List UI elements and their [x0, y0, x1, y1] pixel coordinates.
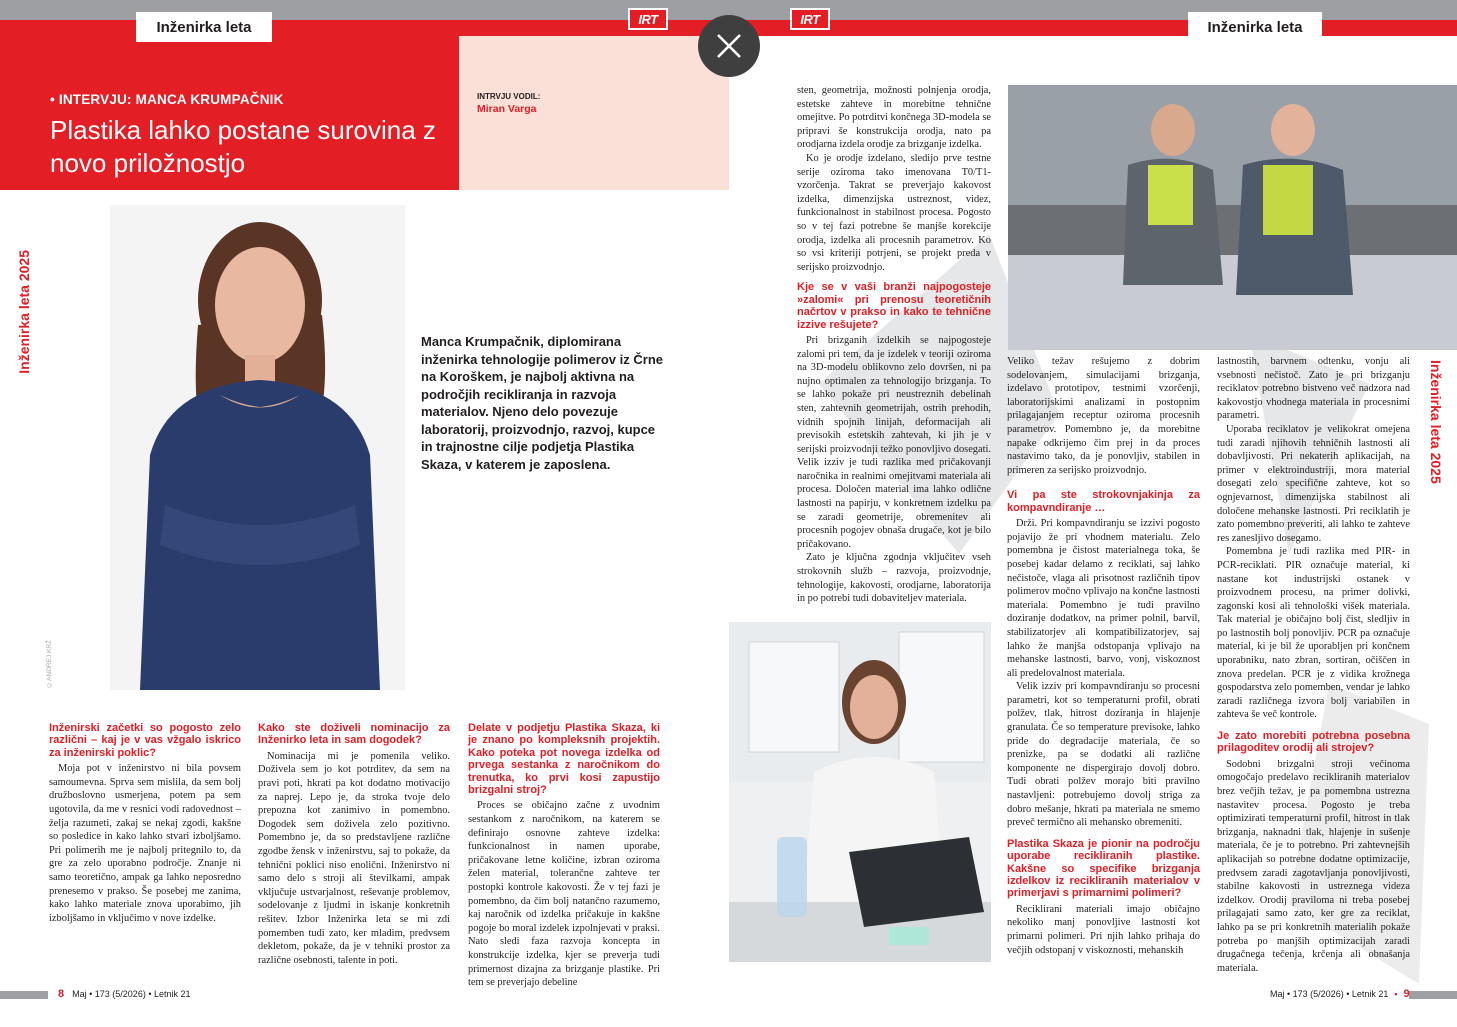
office-photo	[729, 622, 991, 962]
column-5	[1007, 355, 1200, 957]
portrait-photo	[110, 205, 405, 690]
column-1	[49, 722, 241, 925]
question-beginnings: Inženirski začetki so pogosto zelo različni – kaj je v vas vžgalo iskrico za inženirski poklic?	[49, 722, 241, 759]
right-header-white	[729, 36, 1457, 84]
footer-bar-right	[1409, 991, 1457, 999]
paragraph-testing: Ko je orodje izdelano, sledijo prve testne serije oziroma tako imenovana T0/T1-vzorčenja. Takrat se preverjajo kakovost izdelka, dimenzijska ustreznost, videz, funkcionalnost in stabilnost procesa. Pogosto so v tej fazi potrebne še manjše korekcije orodja, izdelka ali procesnih parametrov. Ko so vsi kriteriji potrjeni, se projekt preda v serijsko proizvodnjo.	[797, 152, 991, 273]
interviewer-label: INTRVJU VODIL:	[477, 92, 541, 101]
side-label-right: Inženirka leta 2025	[1428, 360, 1444, 484]
footer-right: Maj • 173 (5/2026) • Letnik 21 • 9	[1270, 988, 1410, 1000]
irt-logo-right: IRT	[790, 8, 830, 30]
side-label-left: Inženirka leta 2025	[16, 250, 32, 374]
close-icon	[716, 33, 742, 59]
paragraph-process-parameters: Velik izziv pri kompavndiranju so procesni parametri, kot so temperaturni profil, obrati polžev, tlak, hitrost doziranja in hlajenje granulata. Če so temperature previsoke, lahko pride do degradacije materiala, če so prenizke, pa se dodatki ali različne komponente ne dispergirajo dovolj dobro. Tudi obrati polžev morajo biti pravilno nastavljeni: potrebujemo dovolj striga za dobro mešanje, hkrati pa materiala ne smemo preveč termično ali mehansko obremeniti.	[1007, 681, 1200, 829]
question-challenges: Kje se v vaši branži najpogosteje »zalomi« pri prenosu teoretičnih načrtov v prakso in kako te tehnične izzive rešujete?	[797, 281, 991, 331]
irt-logo-left: IRT	[628, 8, 668, 30]
answer-adaptation: Sodobni brizgalni stroji večinoma omogočajo predelavo recikliranih materialov brez večjih težav, je pa pomembna ustrezna nastavitev procesa. Pogosto je treba optimizirati temperaturni profil, hitrost in tlak brizganja, naknadni tlak, hlajenje in sušenje materiala, če je to potrebno. Pri zahtevnejših aplikacijah so potrebne dodatne optimizacije, predvsem zaradi zagotavljanja ponovljivosti, stabilne kakovosti in ustreznega videza izdelkov. Orodij praviloma ni treba posebej prilagajati samo zato, ker gre za reciklat, lahko pa se pri konkretnih materialih pokaže potreba po manjših optimizacijah zaradi drugačnega tečenja, krčenja ali obnašanja materiala.	[1217, 758, 1410, 974]
question-adaptation: Je zato morebiti potrebna posebna prilagoditev orodij ali strojev?	[1217, 730, 1410, 755]
paragraph-integration: Zato je ključna zgodnja vključitev vseh strokovnih služb – razvoja, proizvodnje, tehnologije, kakovosti, orodjarne, laboratorija in po potrebi tudi dobaviteljev materiala.	[797, 552, 991, 605]
footer-left	[58, 988, 191, 1000]
page-number-left: 8	[58, 988, 65, 1000]
question-product-path: Delate v podjetju Plastika Skaza, ki je znano po kompleksnih projektih. Kako poteka pot novega izdelka od prvega sestanka z naročnikom do trenutka, ko prvi kosi zapustijo brizgalni stroj?	[468, 722, 660, 797]
header-tab-right: Inženirka leta	[1188, 12, 1322, 42]
page-number-right: 9	[1403, 988, 1410, 1000]
close-button[interactable]	[698, 15, 760, 77]
answer-recycled: Reciklirani materiali imajo običajno nekoliko manj ponovljive lastnosti kot primarni polimeri. Pri njih lahko prihaja do večjih odstopanj v viskoznosti, mehanskih	[1007, 903, 1200, 956]
factory-photo	[1008, 85, 1457, 350]
column-6	[1217, 355, 1410, 975]
paragraph-limits: Uporaba reciklatov je velikokrat omejena tudi zaradi njihovih tehničnih lastnosti ali dobavljivosti. Pri nekaterih aplikacijah, na primer v elektroindustriji, mora material dosegati zelo specifične zahteve, kot so ognjevarnost, dimenzijska stabilnost ali določene mehanske lastnosti. Pri reciklatih je zato pomembno preveriti, ali lahko te zahteve res zanesljivo dosegamo.	[1217, 423, 1410, 544]
footer-bar-left	[0, 991, 48, 999]
answer-compounding: Drži. Pri kompavndiranju se izzivi pogosto pojavijo že pri vhodnem materialu. Zelo pomembna je čistost materialnega toka, še posebej kadar delamo z reciklati, saj lahko nečistoče, vlaga ali prisotnost različnih tipov polimerov močno vplivajo na končne lastnosti materiala. Pomembno je tudi pravilno doziranje dodatkov, na primer polnil, barvil, stabilizatorjev ali kompatibilizatorjev, saj lahko že manjša odstopanja vplivajo na mehanske lastnosti, barvo, vonj, viskoznost ali predelovalnost materiala.	[1007, 518, 1200, 679]
interviewer-name: Miran Varga	[477, 103, 537, 115]
lead-paragraph: Manca Krumpačnik, diplomirana inženirka tehnologije polimerov iz Črne na Koroškem, je najbolj aktivna na področjih recikliranja in razvoja materialov. Njeno delo povezuje laboratorij, proizvodnjo, razvoj, kupce in trajnostne cilje podjetja Plastika Skaza, v katerem je zaposlena.	[421, 334, 663, 472]
answer-product-path: Proces se običajno začne z uvodnim sestankom z naročnikom, na katerem se definirajo osnovne zahteve izdelka: funkcionalnost in namen uporabe, pričakovane letne količine, izbran oziroma želen material, tolerančne zahteve ter postopki kontrole kakovosti. Že v tej fazi je pomembno, da čim bolj natančno razumemo, kaj naročnik od izdelka pričakuje in kakšne pogoje bo moral izdelek izpolnjevati v praksi. Nato sledi faza razvoja koncepta in konstrukcije izdelka, kjer se preverja tudi primernost dizajna za brizganje plastike. Pri tem se preverjajo debeline	[468, 800, 660, 989]
header-tab-left: Inženirka leta	[136, 12, 272, 42]
interview-label: • INTERVJU: MANCA KRUMPAČNIK	[50, 92, 284, 107]
article-title: Plastika lahko postane surovina z novo priložnostjo	[50, 115, 436, 178]
column-3	[468, 722, 660, 990]
paragraph-continued: sten, geometrija, možnosti polnjenja orodja, estetske zahteve in morebitne tehnične omejitve. Po potrditvi končnega 3D-modela se pripravi še konstrukcija orodja, nato pa orodjarna izdela orodje za brizganje izdelka.	[797, 85, 991, 151]
photo-credit: ©ANDREJ KRŽ	[46, 640, 53, 688]
column-4	[797, 84, 991, 606]
answer-beginnings: Moja pot v inženirstvo ni bila povsem samoumevna. Sprva sem mislila, da sem bolj družboslovno usmerjena, potem pa sem ugotovila, da me v resnici vodi radovednost – želja razumeti, zakaj se nekaj zgodi, kakšne so posledice in kako lahko stvari izboljšamo. Pri polimerih me je najbolj pritegnilo to, da gre za zelo uporabno področje. Znanje ni samo teoretično, ampak ga lahko neposredno prenesemo v prakso. Še posebej me zanima, kako lahko materiale znova uporabimo, jih izboljšamo in vključimo v nove izdelke.	[49, 763, 241, 924]
question-compounding: Vi pa ste strokovnjakinja za kompavndiranje …	[1007, 489, 1200, 514]
footer-right-text: Maj • 173 (5/2026) • Letnik 21	[1270, 989, 1389, 999]
question-nomination: Kako ste doživeli nominacijo za Inženirko leta in sam dogodek?	[258, 722, 450, 747]
paragraph-pir-pcr: Pomembna je tudi razlika med PIR- in PCR-reciklati. PIR označuje material, ki nastane kot industrijski ostanek v proizvodnem procesu, na primer dolivki, zagonski kosi ali tehnološki višek materiala. Tak material je običajno bolj čist, sledljiv in po lastnostih bolj ponovljiv. PCR pa označuje material, ki je bil že uporabljen pri končnem uporabniku, nato zbran, sortiran, očiščen in znova predelan. PCR je z vidika krožnega gospodarstva zelo pomemben, vendar je lahko zaradi različnega izvora bolj variabilen in zahteva še več kontrole.	[1217, 546, 1410, 721]
answer-nomination: Nominacija mi je pomenila veliko. Doživela sem jo kot potrditev, da sem na pravi poti, hkrati pa kot dodatno motivacijo za naprej. Lepo je, da stroka tvoje delo prepozna kot zanimivo in pomembno. Dogodek sem doživela zelo pozitivno. Pomembno je, da so predstavljene različne zgodbe žensk v inženirstvu, saj to pokaže, da tehnični poklici niso enolični. Inženirstvo ni samo delo s stroji ali številkami, ampak vključuje ustvarjalnost, reševanje problemov, sodelovanje z ljudmi in iskanje konkretnih rešitev. Izbor Inženirka leta se mi zdi pomemben tudi zato, ker mladim, predvsem dekletom, pokaže, da je v tehniki prostor za različne osebnosti, talente in poti.	[258, 750, 450, 966]
column-2	[258, 722, 450, 967]
paragraph-properties: lastnostih, barvnem odtenku, vonju ali vsebnosti nečistoč. Zato je pri brizganju reciklatov potrebno bistveno več nadzora nad kakovostjo vhodnega materiala in procesnimi parametri.	[1217, 356, 1410, 422]
footer-left-text: Maj • 173 (5/2026) • Letnik 21	[72, 989, 191, 999]
paragraph-cooperation: Veliko težav rešujemo z dobrim sodelovanjem, simulacijami brizganja, izdelavo prototipov, testnimi vzorčenji, laboratorijskimi analizami in postopnim prilagajanjem receptur oziroma procesnih parametrov. Pomembno je, da morebitne napake odkrijemo čim prej in da proces nastavimo tako, da je ponovljiv, stabilen in primeren za serijsko proizvodnjo.	[1007, 356, 1200, 476]
answer-challenges: Pri brizganih izdelkih se najpogosteje zalomi pri tem, da je izdelek v teoriji oziroma na 3D-modelu oblikovno zelo dovršen, ni pa nujno optimalen za tehnologijo brizganja. To se lahko pokaže pri neustreznih debelinah sten, zahtevnih geometrijah, ostrih prehodih, vidnih spojnih linijah, deformacijah ali previsokih estetskih zahtevah, ki jih je v serijski proizvodnji težko ponovljivo dosegati. Velik izziv je tudi razlika med pričakovanji naročnika in realnimi omejitvami materiala ali procesa. Določen material ima lahko odlične lastnosti na papirju, v konkretnem izdelku pa se zaradi geometrije, obremenitev ali procesnih pogojev obnaša drugače, kot je bilo pričakovano.	[797, 334, 991, 550]
question-recycled: Plastika Skaza je pionir na področju uporabe recikliranih plastike. Kakšne so specifike brizganja izdelkov iz recikliranih materialov v primerjavi s primarnimi polimeri?	[1007, 837, 1200, 900]
